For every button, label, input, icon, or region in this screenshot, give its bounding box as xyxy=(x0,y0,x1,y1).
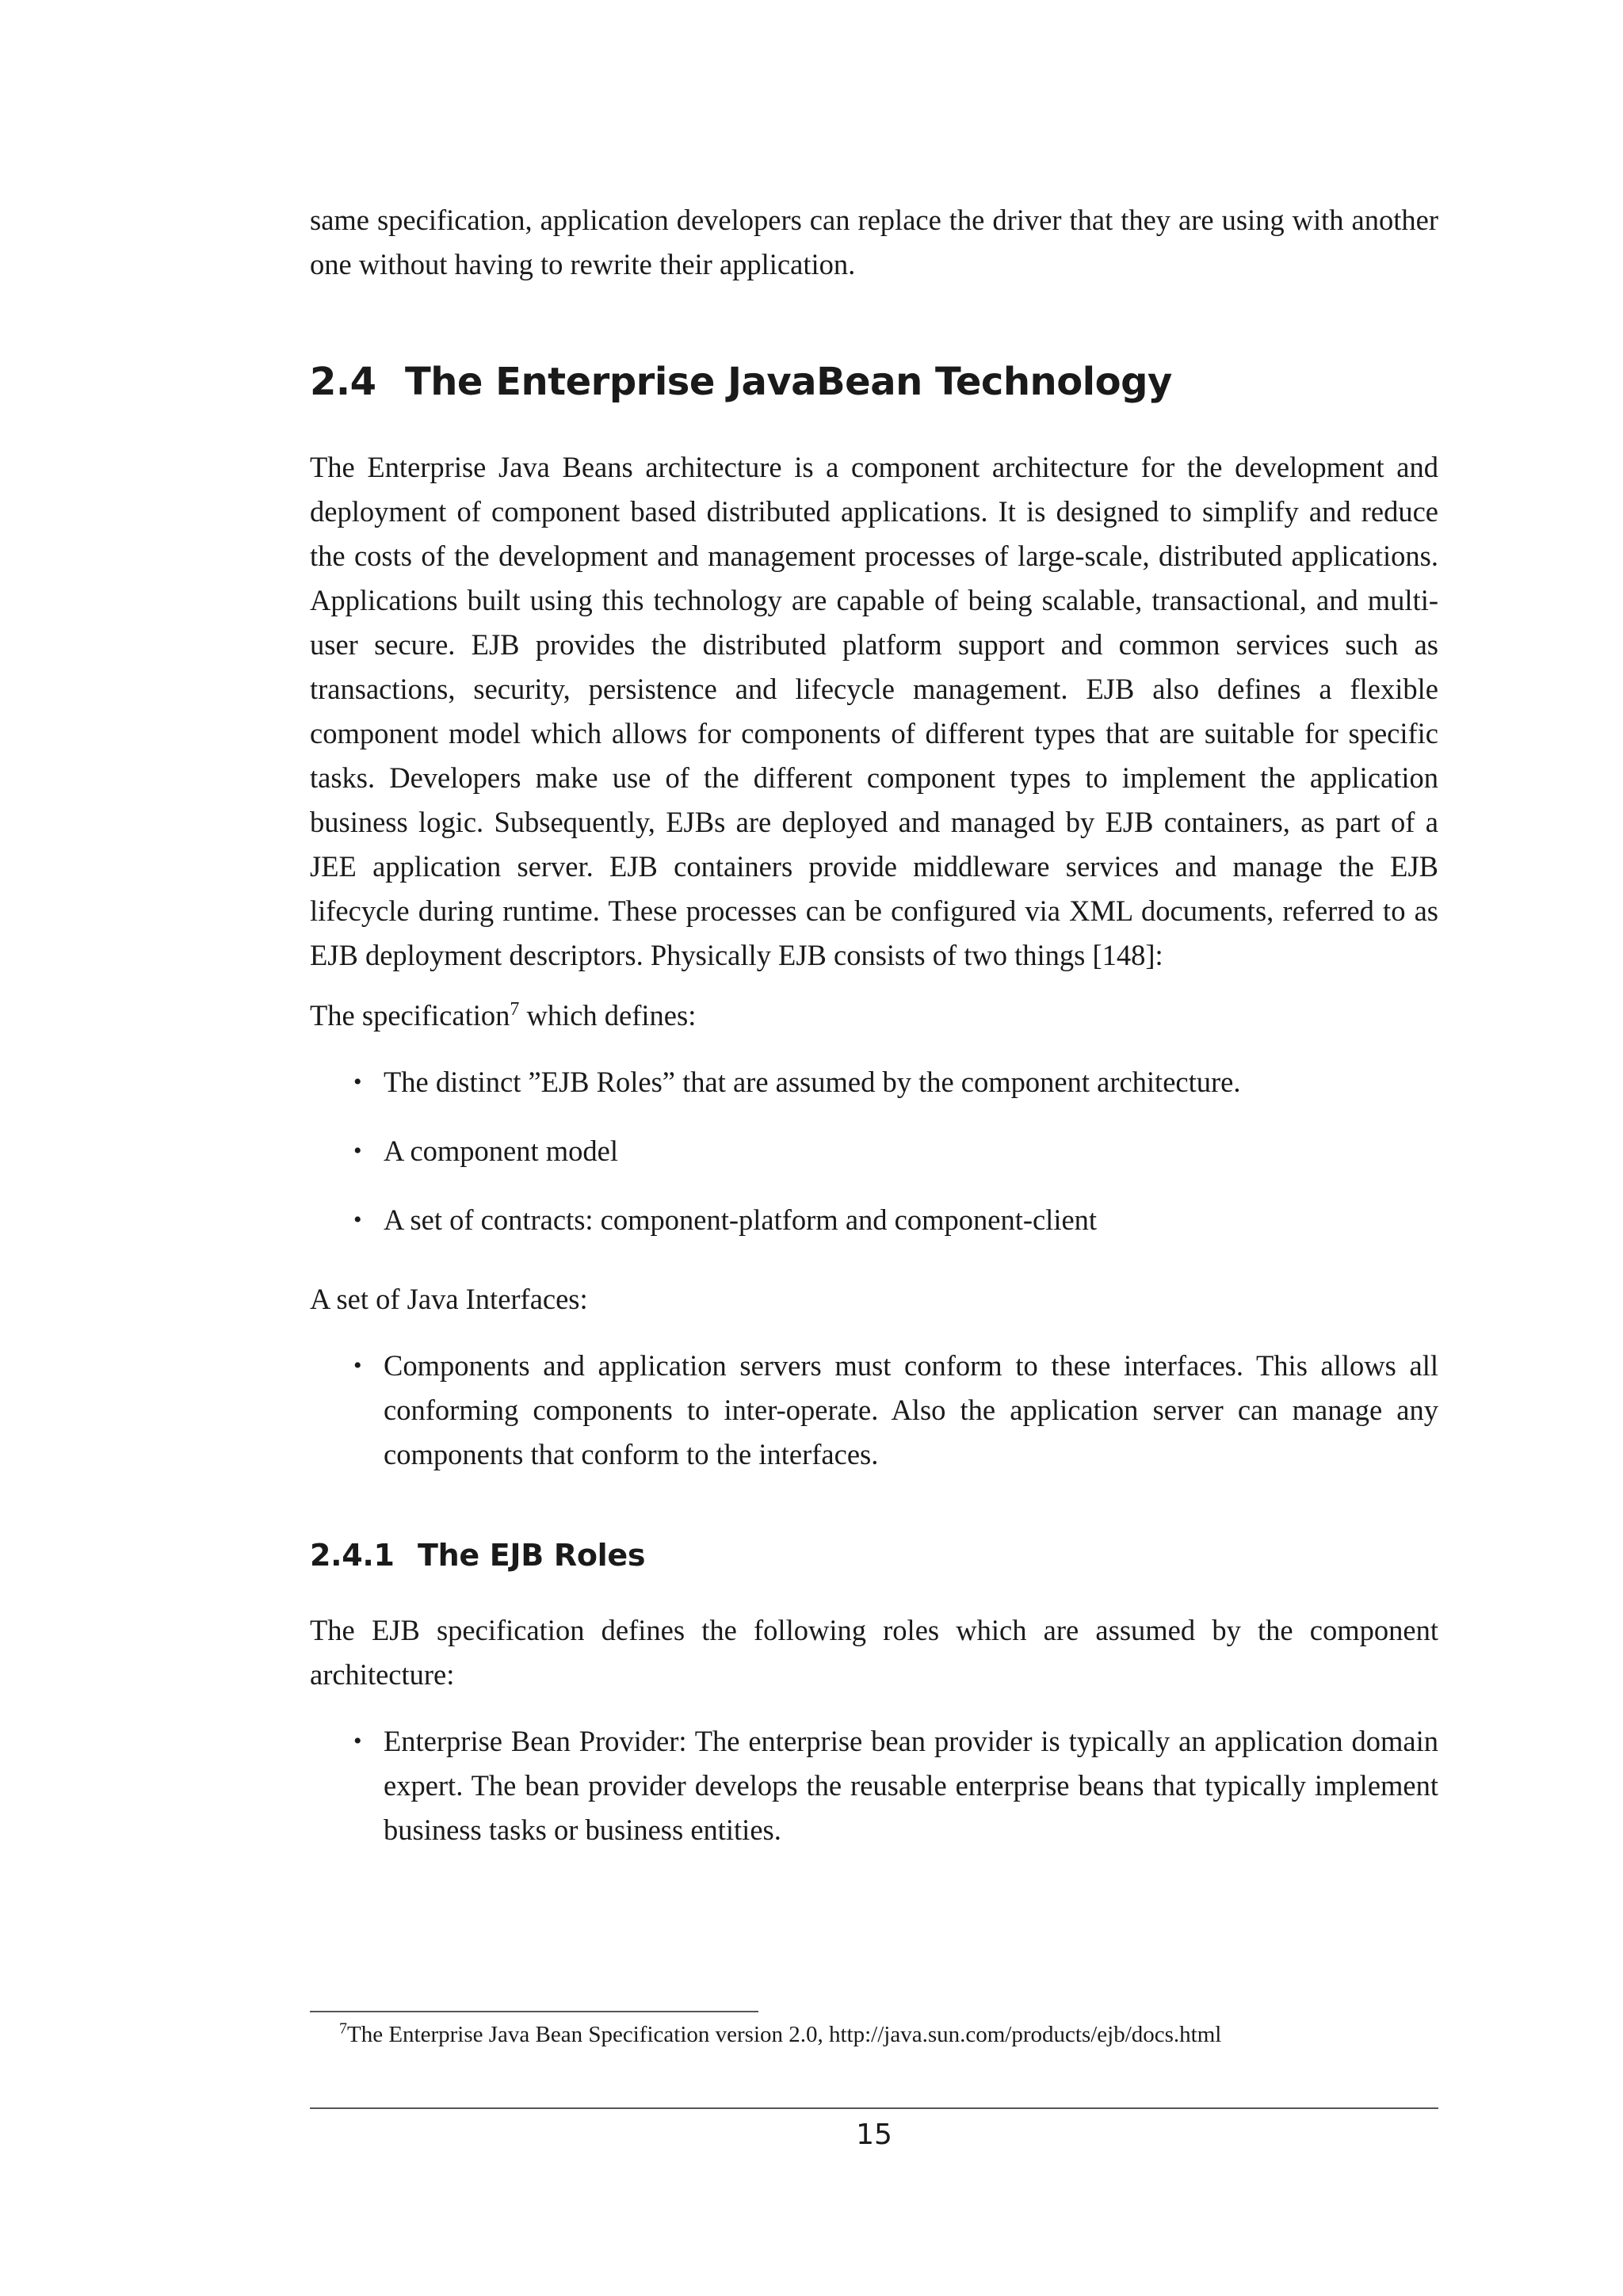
list-item xyxy=(310,1060,1438,1104)
spec-intro-end: which defines: xyxy=(519,999,697,1032)
list-item xyxy=(310,1344,1438,1477)
bullet-icon: • xyxy=(353,1352,362,1379)
bullet-icon: • xyxy=(353,1207,362,1233)
subsection-heading xyxy=(310,1535,1438,1575)
footnote-divider xyxy=(310,2011,758,2012)
section-title: The Enterprise JavaBean Technology xyxy=(405,360,1172,404)
subsection-title: The EJB Roles xyxy=(418,1538,646,1573)
list-item xyxy=(310,1129,1438,1173)
list-item-text: Enterprise Bean Provider: The enterprise bean provider is typically an application domain expert. The bean provider develops the reusable enterprise beans that typically implement business tasks or business entities. xyxy=(384,1725,1438,1846)
footer-divider xyxy=(310,2107,1438,2109)
spec-intro-text: The specification xyxy=(310,999,510,1032)
list-item-text: A set of contracts: component-platform and component-client xyxy=(384,1203,1098,1236)
roles-list xyxy=(310,1719,1438,1852)
bullet-icon: • xyxy=(353,1728,362,1754)
footnote-mark: 7 xyxy=(339,2019,347,2038)
bullet-icon: • xyxy=(353,1138,362,1164)
subsection-number: 2.4.1 xyxy=(310,1538,395,1573)
interfaces-intro: A set of Java Interfaces: xyxy=(310,1283,588,1315)
intro-paragraph: same specification, application developers can replace the driver that they are using with another one without having to rewrite their application. xyxy=(310,204,1438,280)
section-heading xyxy=(310,358,1438,406)
list-item-text: A component model xyxy=(384,1135,619,1167)
footnote-reference[interactable]: 7 xyxy=(510,998,520,1020)
section-paragraph: The Enterprise Java Beans architecture is a component architecture for the development and deployment of component based distributed applications. It is designed to simplify and reduce the costs of the development and management processes of large-scale, distributed applications. Applications built using this technology are capable of being scalable, transactional, and multi-user secure. EJB provides the distributed platform support and common services such as transactions, security, persistence and lifecycle management. EJB also defines a flexible component model which allows for components of different types that are suitable for specific tasks. Developers make use of the different component types to implement the application business logic. Subsequently, EJBs are deployed and managed by EJB containers, as part of a JEE application server. EJB containers provide middleware services and manage the EJB lifecycle during runtime. These processes can be configured via XML documents, referred to as EJB deployment descriptors. Physically EJB consists of two things [148]: xyxy=(310,451,1438,971)
footnote-text: The Enterprise Java Bean Specification version 2.0, http://java.sun.com/products/ejb/docs.html xyxy=(347,2022,1222,2047)
subsection-paragraph: The EJB specification defines the following roles which are assumed by the component architecture: xyxy=(310,1614,1438,1691)
bullet-icon: • xyxy=(353,1069,362,1095)
page-content xyxy=(310,198,1438,1877)
footnote xyxy=(339,2019,1221,2050)
spec-intro xyxy=(310,994,1438,1038)
list-item xyxy=(310,1719,1438,1852)
page-number: 15 xyxy=(856,2119,892,2151)
interfaces-list xyxy=(310,1344,1438,1477)
list-item-text: Components and application servers must conform to these interfaces. This allows all conforming components to inter-operate. Also the application server can manage any components that conform to the interfaces. xyxy=(384,1349,1438,1470)
section-number: 2.4 xyxy=(310,360,376,404)
list-item xyxy=(310,1198,1438,1242)
list-item-text: The distinct ”EJB Roles” that are assumed by the component architecture. xyxy=(384,1066,1241,1098)
spec-list xyxy=(310,1060,1438,1242)
